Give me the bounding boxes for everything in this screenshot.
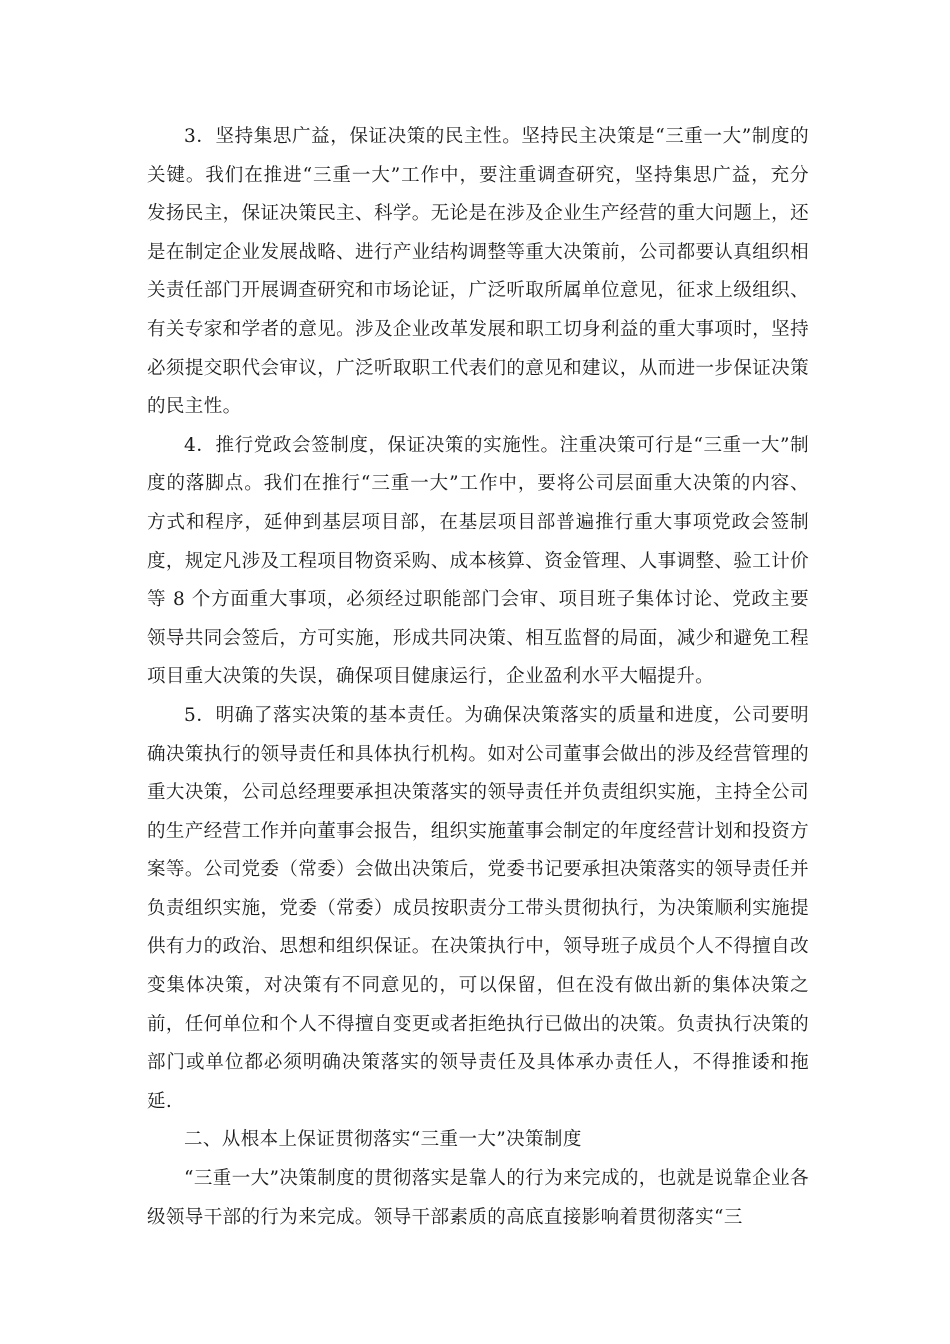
paragraph-point-5: 5．明确了落实决策的基本责任。为确保决策落实的质量和进度，公司要明确决策执行的领导责任和具体执行机构。如对公司董事会做出的涉及经营管理的重大决策，公司总经理要承担决策落实的领导责任并负责组织实施，主持全公司的生产经营工作并向董事会报告，组织实施董事会制定的年度经营计划和投资方案等。公司党委（常委）会做出决策后，党委书记要承担决策落实的领导责任并负责组织实施，党委（常委）成员按职责分工带头贯彻执行，为决策顺利实施提供有力的政治、思想和组织保证。在决策执行中，领导班子成员个人不得擅自改变集体决策，对决策有不同意见的，可以保留，但在没有做出新的集体决策之前，任何单位和个人不得擅自变更或者拒绝执行已做出的决策。负责执行决策的部门或单位都必须明确决策落实的领导责任及具体承办责任人，不得推诿和拖延. bbox=[147, 704, 809, 1112]
section-heading-2: 二、从根本上保证贯彻落实“三重一大”决策制度 bbox=[184, 1129, 582, 1151]
paragraph-point-3: 3．坚持集思广益，保证决策的民主性。坚持民主决策是“三重一大”制度的关键。我们在推进“三重一大”工作中，要注重调查研究，坚持集思广益，充分发扬民主，保证决策民主、科学。无论是在涉及企业生产经营的重大问题上，还是在制定企业发展战略、进行产业结构调整等重大决策前，公司都要认真组织相关责任部门开展调查研究和市场论证，广泛听取所属单位意见，征求上级组织、有关专家和学者的意见。涉及企业改革发展和职工切身利益的重大事项时，坚持必须提交职代会审议，广泛听取职工代表们的意见和建议，从而进一步保证决策的民主性。 bbox=[147, 126, 809, 418]
paragraph-point-4: 4．推行党政会签制度，保证决策的实施性。注重决策可行是“三重一大”制度的落脚点。我们在推行“三重一大”工作中，要将公司层面重大决策的内容、方式和程序，延伸到基层项目部，在基层项目部普遍推行重大事项党政会签制度，规定凡涉及工程项目物资采购、成本核算、资金管理、人事调整、验工计价等 8 个方面重大事项，必须经过职能部门会审、项目班子集体讨论、党政主要领导共同会签后，方可实施，形成共同决策、相互监督的局面，减少和避免工程项目重大决策的失误，确保项目健康运行，企业盈利水平大幅提升。 bbox=[147, 434, 809, 688]
document-body bbox=[147, 118, 809, 1237]
paragraph-section-2-intro: “三重一大”决策制度的贯彻落实是靠人的行为来完成的，也就是说靠企业各级领导干部的行为来完成。领导干部素质的高底直接影响着贯彻落实“三 bbox=[147, 1168, 809, 1228]
